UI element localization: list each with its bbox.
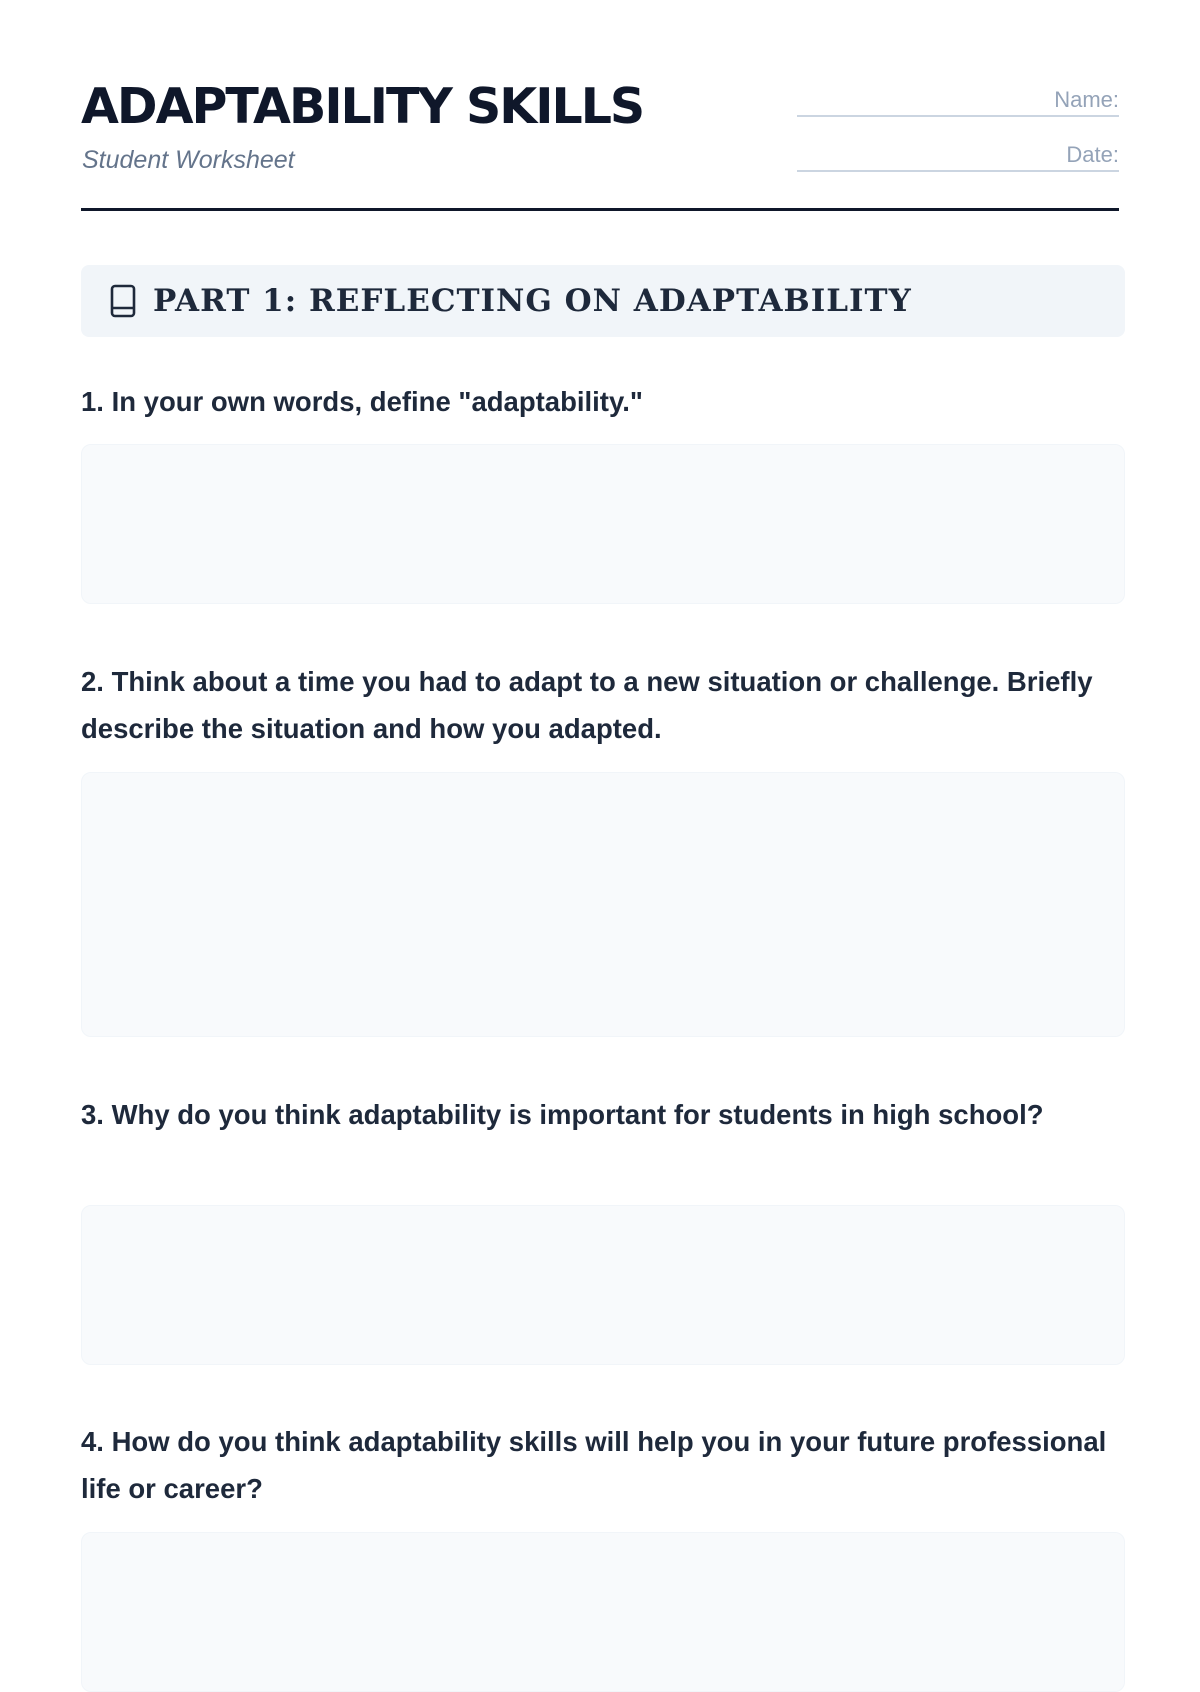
page-title: ADAPTABILITY SKILLS	[81, 78, 644, 135]
date-label: Date:	[1066, 142, 1119, 167]
worksheet-header	[81, 0, 1119, 211]
date-field[interactable]	[797, 136, 1119, 172]
question-3: 3. Why do you think adaptability is important for students in high school?	[81, 1099, 1044, 1130]
question-4: 4. How do you think adaptability skills will help you in your future professional life or career?	[81, 1426, 1107, 1504]
answer-box-3[interactable]	[81, 1205, 1125, 1365]
section-heading-part-1	[81, 265, 1125, 337]
answer-box-4[interactable]	[81, 1532, 1125, 1692]
name-field[interactable]	[797, 81, 1119, 117]
question-2: 2. Think about a time you had to adapt to a new situation or challenge. Briefly describe the situation and how you adapted.	[81, 666, 1093, 744]
answer-box-2[interactable]	[81, 772, 1125, 1037]
page-subtitle: Student Worksheet	[82, 146, 295, 174]
section-title: PART 1: REFLECTING ON ADAPTABILITY	[153, 283, 912, 319]
book-icon	[109, 284, 137, 318]
name-label: Name:	[1054, 87, 1119, 112]
question-1: 1. In your own words, define "adaptability."	[81, 386, 643, 417]
answer-box-1[interactable]	[81, 444, 1125, 604]
